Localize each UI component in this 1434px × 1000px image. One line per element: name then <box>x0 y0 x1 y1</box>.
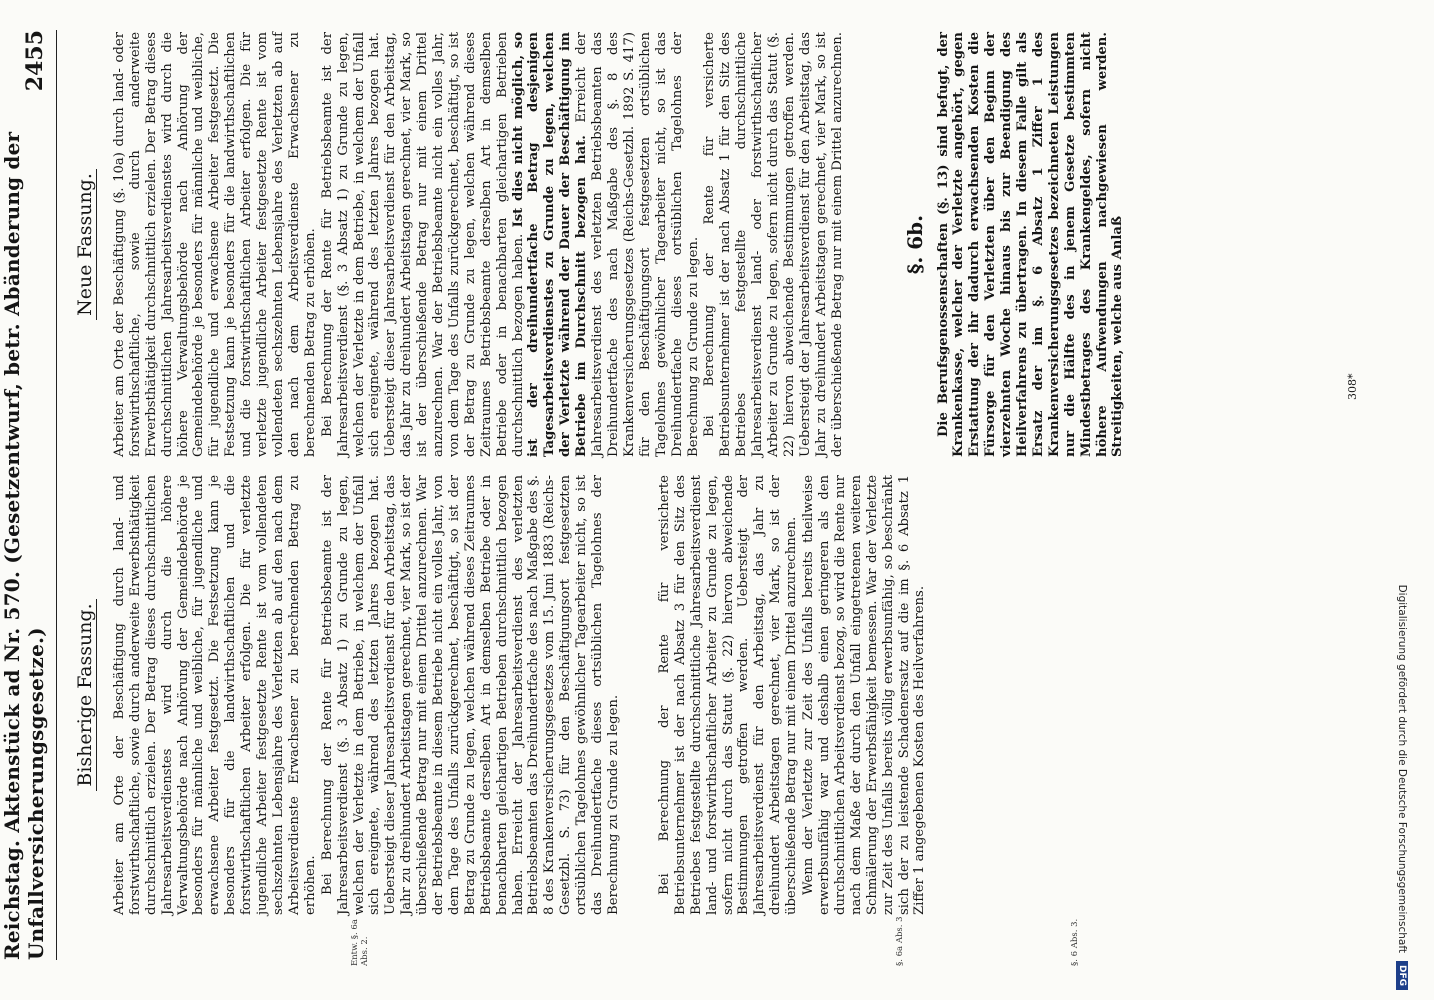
digitization-credit <box>1382 10 1422 990</box>
new-paragraph-2-bold: Ist dies nicht möglich, so ist der dreihundertfache Betrag desjenigen Tagesarbeitsverdienstes zu Grunde zu legen, welchen der Verletzte während der Dauer der Beschäftigung im Betriebe im Durchschnitt bezogen hat. <box>510 32 590 457</box>
header-title: Reichstag. Aktenstück ad Nr. 570. (Gesetzentwurf, betr. Abänderung der Unfallversicherungsgesetze.) <box>0 131 48 960</box>
margin-note-1: Entw. §. 6a Abs. 2. <box>350 919 370 966</box>
header-page-number: 2455 <box>22 30 48 92</box>
column-old-version <box>74 475 929 915</box>
old-paragraph-1: Arbeiter am Orte der Beschäftigung durch land- und forstwirthschaftliche, sowie durch anderweite Erwerbsthätigkeit durchschnittlich erzielen. Der Betrag dieses durchschnittlichen Jahresarbeitsverdienstes wird durch die höhere Verwaltungsbehörde nach Anhörung der Gemeindebehörde je besonders für männliche und weibliche, für jugendliche und erwachsene Arbeiter festgesetzt. Die Festsetzung kann je besonders für die landwirthschaftlichen und die forstwirthschaftlichen Arbeiter erfolgen. Die für verletzte jugendliche Arbeiter festgesetzte Rente ist vom vollendeten sechszehnten Lebensjahre des Verletzten ab auf den nach dem Arbeitsverdienste Erwachsener zu berechnenden Betrag zu erhöhen. <box>111 475 318 915</box>
section-6b-heading: §. 6b. <box>902 214 927 275</box>
column-new-version <box>74 32 1127 457</box>
old-paragraph-2: Bei Berechnung der Rente für Betriebsbeamte ist der Jahresarbeitsverdienst (§. 3 Absatz 1) zu Grunde zu legen, welchen der Verletzte in dem Betriebe, in welchem der Unfall sich ereignete, während des letzten Jahres bezogen hat. Uebersteigt dieser Jahresarbeitsverdienst für den Arbeitstag, das Jahr zu dreihundert Arbeitstagen gerechnet, vier Mark, so ist der überschießende Betrag nur mit einem Drittel anzurechnen. War der Betriebsbeamte in diesem Betriebe nicht ein volles Jahr, von dem Tage des Unfalls zurückgerechnet, beschäftigt, so ist der Betrag zu Grunde zu legen, welchen während dieses Zeitraumes Betriebsbeamte derselben Art in demselben Betriebe oder in benachbarten gleichartigen Betrieben durchschnittlich bezogen haben. Erreicht der Jahresarbeitsverdienst des verletzten Betriebsbeamten das Dreihundertfache des nach Maßgabe des §. 8 des Krankenversicherungsgesetzes vom 15. Juni 1883 (Reichs-Gesetzbl. S. 73) für den Beschäftigungsort festgesetzten ortsüblichen Tagelohnes gewöhnlicher Tagearbeiter nicht, so ist das Dreihundertfache dieses ortsüblichen Tagelohnes der Berechnung zu Grunde zu legen. <box>319 475 621 915</box>
column-heading-old: Bisherige Fassung. <box>78 475 94 915</box>
margin-note-3: §. 6 Abs. 3. <box>1070 918 1080 966</box>
footer-page-number: 308* <box>1346 373 1359 400</box>
credit-text: Digitalisierung gefördert durch die Deutsche Forschungsgemeinschaft <box>1396 584 1408 953</box>
column-heading-new: Neue Fassung. <box>78 32 94 457</box>
margin-note-2: §. 6a Abs. 3 <box>895 916 905 966</box>
page-header <box>0 30 57 960</box>
old-paragraph-3: Bei Berechnung der Rente für versicherte Betriebsunternehmer ist der nach Absatz 3 für den Sitz des Betriebes festgestellte durchschnittliche Jahresarbeitsverdienst land- und forstwirthschaftlicher Arbeiter zu Grunde zu legen, sofern nicht durch das Statut (§. 22) hiervon abweichende Bestimmungen getroffen werden. Uebersteigt der Jahresarbeitsverdienst für den Arbeitstag, das Jahr zu dreihundert Arbeitstagen gerechnet, vier Mark, so ist der überschießende Betrag nur mit einem Drittel anzurechnen. <box>656 475 800 915</box>
new-paragraph-2: Bei Berechnung der Rente für Betriebsbeamte ist der Jahresarbeitsverdienst (§. 3 Absatz 1) zu Grunde zu legen, welchen der Verletzte in dem Betriebe, in welchem der Unfall sich ereignete, während des letzten Jahres bezogen hat. Uebersteigt dieser Jahresarbeitsverdienst für den Arbeitstag, das Jahr zu dreihundert Arbeitstagen gerechnet, vier Mark, so ist der überschießende Betrag nur mit einem Drittel anzurechnen. War der Betriebsbeamte nicht ein volles Jahr, von dem Tage des Unfalls zurückgerechnet, beschäftigt, so ist der Betrag zu Grunde zu legen, welchen während dieses Zeitraumes Betriebsbeamte derselben Art in demselben Betriebe oder in benachbarten gleichartigen Betrieben durchschnittlich bezogen haben. Ist dies nicht möglich, so ist der dreihundertfache Betrag desjenigen Tagesarbeitsverdienstes zu Grunde zu legen, welchen der Verletzte während der Dauer der Beschäftigung im Betriebe im Durchschnitt bezogen hat. Erreicht der Jahresarbeitsverdienst des verletzten Betriebsbeamten das Dreihundertfache des nach Maßgabe des §. 8 des Krankenversicherungsgesetzes (Reichs-Gesetzbl. 1892 S. 417) für den Beschäftigungsort festgesetzten ortsüblichen Tagelohnes gewöhnlicher Tagearbeiter nicht, so ist das Dreihundertfache dieses ortsüblichen Tagelohnes der Berechnung zu Grunde zu legen. <box>319 32 701 457</box>
section-6b-text: Die Berufsgenossenschaften (§. 13) sind befugt, der Krankenkasse, welcher der Verletzte angehört, gegen Erstattung der ihr dadurch erwachsenden Kosten die Fürsorge für den Verletzten über den Beginn der vierzehnten Woche hinaus bis zur Beendigung des Heilverfahrens zu übertragen. In diesem Falle gilt als Ersatz der im §. 6 Absatz 1 Ziffer 1 des Krankenversicherungsgesetzes bezeichneten Leistungen nur die Hälfte des in jenem Gesetze bestimmten Mindestbetrages des Krankengeldes, sofern nicht höhere Aufwendungen nachgewiesen werden. Streitigkeiten, welche aus Anlaß <box>935 32 1126 457</box>
old-paragraph-4: Wenn der Verletzte zur Zeit des Unfalls bereits theilweise erwerbsunfähig war und deshalb einen geringeren als den durchschnittlichen Arbeitsverdienst bezog, so wird die Rente nur nach dem Maße der durch den Unfall eingetretenen weiteren Schmälerung der Erwerbsfähigkeit bemessen. War der Verletzte zur Zeit des Unfalls bereits völlig erwerbsunfähig, so beschränkt sich der zu leistende Schadenersatz auf die im §. 6 Absatz 1 Ziffer 1 angegebenen Kosten des Heilverfahrens. <box>801 475 928 915</box>
new-paragraph-3: Bei Berechnung der Rente für versicherte Betriebsunternehmer ist der nach Absatz 1 für den Sitz des Betriebes festgestellte durchschnittliche Jahresarbeitsverdienst land- oder forstwirthschaftlicher Arbeiter zu Grunde zu legen, sofern nicht durch das Statut (§. 22) hiervon abweichende Bestimmungen getroffen werden. Uebersteigt der Jahresarbeitsverdienst für den Arbeitstag, das Jahr zu dreihundert Arbeitstagen gerechnet, vier Mark, so ist der überschießende Betrag nur mit einem Drittel anzurechnen. <box>702 32 845 457</box>
dfg-logo: DFG <box>1396 961 1408 990</box>
new-paragraph-1: Arbeiter am Orte der Beschäftigung (§. 10a) durch land- oder forstwirthschaftliche, sowie durch anderweite Erwerbsthätigkeit durchschnittlich erzielen. Der Betrag dieses durchschnittlichen Jahresarbeitsverdienstes wird durch die höhere Verwaltungsbehörde nach Anhörung der Gemeindebehörde je besonders für männliche und weibliche, für jugendliche und erwachsene Arbeiter festgesetzt. Die Festsetzung kann je besonders für die landwirthschaftlichen und die forstwirthschaftlichen Arbeiter erfolgen. Die für verletzte jugendliche Arbeiter festgesetzte Rente ist vom vollendeten sechszehnten Lebensjahre des Verletzten ab auf den nach dem Arbeitsverdienste Erwachsener zu berechnenden Betrag zu erhöhen. <box>111 32 318 457</box>
